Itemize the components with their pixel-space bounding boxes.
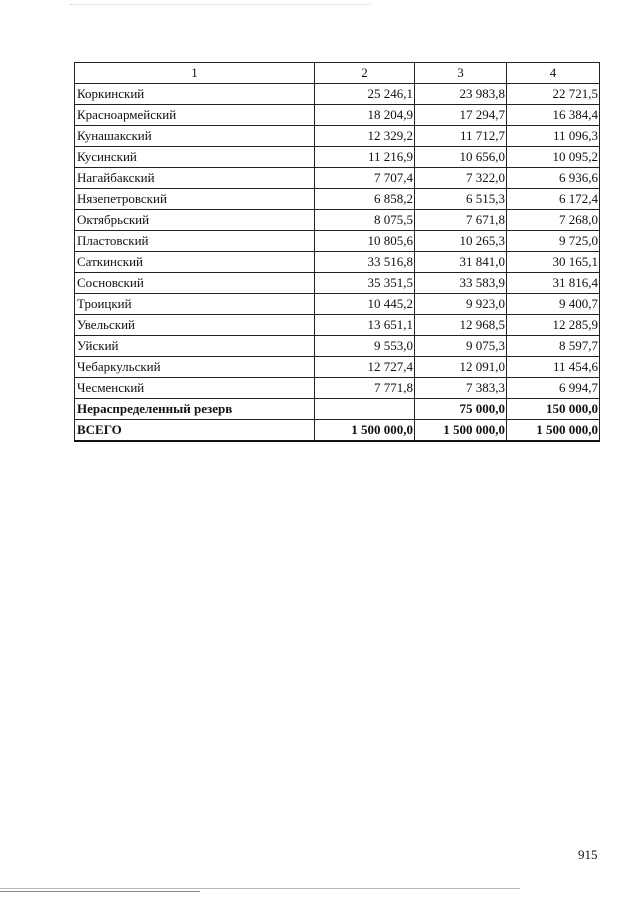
district-name: Нагайбакский bbox=[75, 168, 315, 189]
total-col4: 1 500 000,0 bbox=[507, 420, 600, 442]
value-col2: 9 553,0 bbox=[315, 336, 415, 357]
value-col2: 7 771,8 bbox=[315, 378, 415, 399]
value-col3: 9 075,3 bbox=[415, 336, 507, 357]
value-col2: 10 805,6 bbox=[315, 231, 415, 252]
total-row bbox=[75, 420, 600, 442]
reserve-row bbox=[75, 399, 600, 420]
value-col3: 10 656,0 bbox=[415, 147, 507, 168]
table-row bbox=[75, 357, 600, 378]
reserve-col4: 150 000,0 bbox=[507, 399, 600, 420]
value-col3: 23 983,8 bbox=[415, 84, 507, 105]
value-col4: 10 095,2 bbox=[507, 147, 600, 168]
value-col3: 33 583,9 bbox=[415, 273, 507, 294]
value-col4: 9 725,0 bbox=[507, 231, 600, 252]
table-header-row bbox=[75, 63, 600, 84]
district-name: Уйский bbox=[75, 336, 315, 357]
reserve-col3: 75 000,0 bbox=[415, 399, 507, 420]
value-col4: 12 285,9 bbox=[507, 315, 600, 336]
district-name: Коркинский bbox=[75, 84, 315, 105]
district-name: Красноармейский bbox=[75, 105, 315, 126]
district-name: Октябрьский bbox=[75, 210, 315, 231]
table-row bbox=[75, 210, 600, 231]
value-col3: 31 841,0 bbox=[415, 252, 507, 273]
value-col4: 6 994,7 bbox=[507, 378, 600, 399]
budget-table bbox=[74, 62, 600, 442]
value-col4: 16 384,4 bbox=[507, 105, 600, 126]
value-col2: 33 516,8 bbox=[315, 252, 415, 273]
reserve-label: Нераспределенный резерв bbox=[75, 399, 315, 420]
district-name: Пластовский bbox=[75, 231, 315, 252]
table-row bbox=[75, 294, 600, 315]
value-col4: 11 096,3 bbox=[507, 126, 600, 147]
value-col2: 10 445,2 bbox=[315, 294, 415, 315]
table-row bbox=[75, 147, 600, 168]
value-col2: 25 246,1 bbox=[315, 84, 415, 105]
value-col4: 22 721,5 bbox=[507, 84, 600, 105]
value-col4: 11 454,6 bbox=[507, 357, 600, 378]
value-col4: 6 936,6 bbox=[507, 168, 600, 189]
district-name: Саткинский bbox=[75, 252, 315, 273]
table-row bbox=[75, 168, 600, 189]
district-name: Чебаркульский bbox=[75, 357, 315, 378]
value-col3: 7 671,8 bbox=[415, 210, 507, 231]
value-col2: 6 858,2 bbox=[315, 189, 415, 210]
district-name: Увельский bbox=[75, 315, 315, 336]
column-header-3: 3 bbox=[415, 63, 507, 84]
value-col3: 12 968,5 bbox=[415, 315, 507, 336]
total-col3: 1 500 000,0 bbox=[415, 420, 507, 442]
value-col2: 8 075,5 bbox=[315, 210, 415, 231]
value-col4: 9 400,7 bbox=[507, 294, 600, 315]
value-col2: 13 651,1 bbox=[315, 315, 415, 336]
scan-artifact-bottom bbox=[0, 888, 520, 890]
total-col2: 1 500 000,0 bbox=[315, 420, 415, 442]
column-header-1: 1 bbox=[75, 63, 315, 84]
value-col2: 35 351,5 bbox=[315, 273, 415, 294]
column-header-2: 2 bbox=[315, 63, 415, 84]
value-col3: 11 712,7 bbox=[415, 126, 507, 147]
value-col2: 12 727,4 bbox=[315, 357, 415, 378]
table-row bbox=[75, 252, 600, 273]
value-col2: 12 329,2 bbox=[315, 126, 415, 147]
value-col3: 7 322,0 bbox=[415, 168, 507, 189]
value-col3: 12 091,0 bbox=[415, 357, 507, 378]
district-name: Нязепетровский bbox=[75, 189, 315, 210]
table-row bbox=[75, 336, 600, 357]
value-col4: 31 816,4 bbox=[507, 273, 600, 294]
table-row bbox=[75, 105, 600, 126]
table-row bbox=[75, 378, 600, 399]
district-name: Чесменский bbox=[75, 378, 315, 399]
table-row bbox=[75, 315, 600, 336]
value-col2: 11 216,9 bbox=[315, 147, 415, 168]
scan-artifact-bottom-2 bbox=[0, 891, 200, 893]
table-row bbox=[75, 273, 600, 294]
district-name: Троицкий bbox=[75, 294, 315, 315]
table-row bbox=[75, 126, 600, 147]
value-col2: 18 204,9 bbox=[315, 105, 415, 126]
value-col3: 10 265,3 bbox=[415, 231, 507, 252]
table-row bbox=[75, 84, 600, 105]
value-col3: 6 515,3 bbox=[415, 189, 507, 210]
value-col3: 9 923,0 bbox=[415, 294, 507, 315]
district-name: Сосновский bbox=[75, 273, 315, 294]
value-col4: 7 268,0 bbox=[507, 210, 600, 231]
value-col2: 7 707,4 bbox=[315, 168, 415, 189]
page-number: 915 bbox=[578, 847, 598, 862]
table-row bbox=[75, 189, 600, 210]
table-row bbox=[75, 231, 600, 252]
value-col4: 30 165,1 bbox=[507, 252, 600, 273]
district-name: Кунашакский bbox=[75, 126, 315, 147]
table-body bbox=[75, 84, 600, 399]
total-label: ВСЕГО bbox=[75, 420, 315, 442]
reserve-col2 bbox=[315, 399, 415, 420]
value-col4: 6 172,4 bbox=[507, 189, 600, 210]
district-name: Кусинский bbox=[75, 147, 315, 168]
scan-artifact-top bbox=[70, 4, 370, 6]
value-col3: 17 294,7 bbox=[415, 105, 507, 126]
value-col4: 8 597,7 bbox=[507, 336, 600, 357]
column-header-4: 4 bbox=[507, 63, 600, 84]
value-col3: 7 383,3 bbox=[415, 378, 507, 399]
